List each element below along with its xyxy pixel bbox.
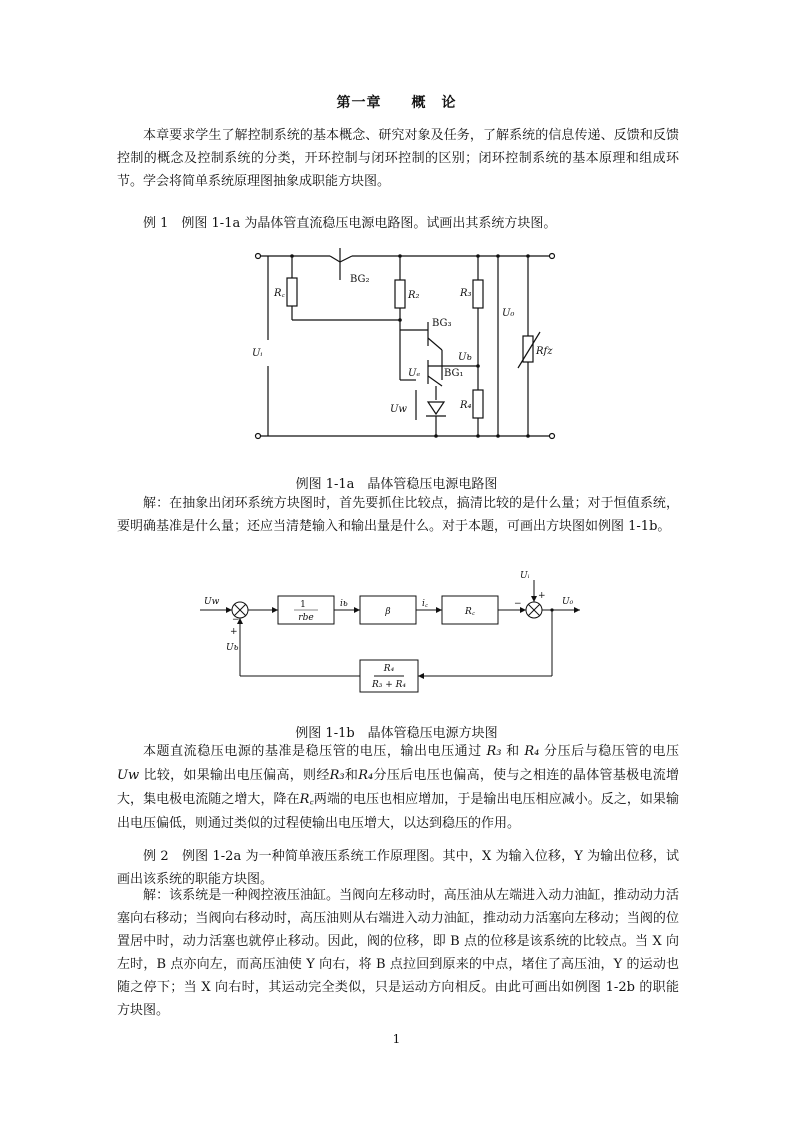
label-minus-2: −: [514, 599, 522, 609]
label-uw-in: Uw: [204, 597, 220, 607]
page-number: 1: [392, 1032, 401, 1046]
circuit-diagram: [240, 240, 570, 450]
block-diagram: [200, 568, 600, 698]
label-fb-den: R₃ + R₄: [371, 680, 407, 690]
figure-caption-1a: 例图 1-1a 晶体管稳压电源电路图: [295, 477, 498, 492]
figure-caption-1b: 例图 1-1b 晶体管稳压电源方块图: [295, 726, 498, 741]
label-bg1: BG₁: [444, 368, 464, 379]
label-r2: R₂: [408, 290, 420, 301]
label-ub-fb: Uь: [226, 643, 239, 653]
label-ui-dist: Uᵢ: [520, 571, 530, 581]
label-ub: Uь: [458, 352, 472, 363]
label-beta: β: [385, 607, 391, 617]
label-minus-1: −: [232, 615, 240, 625]
example2-statement: 例 2 例图 1-2a 为一种简单液压系统工作原理图。其中，X 为输入位移，Y 为输出位移，试画出该系统的职能方块图。: [117, 849, 679, 887]
label-ic: i꜀: [422, 599, 428, 609]
example2-solution: 解：该系统是一种阀控液压油缸。当阀向左移动时，高压油从左端进入动力油缸，推动动力活塞向右移动；当阀向右移动时，高压油则从右端进入动力油缸，推动动力活塞向左移动；当阀的位置居中时，动力活塞也就停止移动。因此，阀的位移，即 B 点的位移是该系统的比较点。当 X 向左时，B 点亦向左，而高压油使 Y 向右，将 B 点拉回到原来的中点，堵住了高压油，Y 的运动也随之停下；当 X 向右时，其运动完全类似，只是运动方向相反。由此可画出如例图 1-2b 的职能方块图。: [117, 888, 679, 1018]
label-ib: iь: [340, 599, 348, 609]
label-rc-block: R꜀: [465, 607, 475, 617]
label-uo: U₀: [502, 308, 515, 319]
label-block1-den: rbe: [298, 613, 314, 623]
label-ue: Uₑ: [408, 368, 421, 379]
example1-solution: 解：在抽象出闭环系统方块图时，首先要抓住比较点，搞清比较的是什么量；对于恒值系统，要明确基准是什么量；还应当清楚输入和输出量是什么。对于本题，可画出方块图如例图 1-1b。: [117, 496, 679, 534]
label-bg2: BG₂: [350, 274, 370, 285]
label-r4: R₄: [460, 400, 472, 411]
chapter-title: 第一章 概 论: [336, 95, 457, 111]
label-uo-out: U₀: [562, 597, 574, 607]
label-rc: R꜀: [274, 288, 285, 299]
label-block1-num: 1: [300, 600, 306, 610]
label-r3: R₃: [460, 288, 472, 299]
example1-statement: 例 1 例图 1-1a 为晶体管直流稳压电源电路图。试画出其系统方块图。: [143, 216, 557, 231]
label-plus-2: +: [538, 591, 546, 601]
example1-explanation: 本题直流稳压电源的基准是稳压管的电压，输出电压通过 R₃ 和 R₄ 分压后与稳压管的电压 Uw 比较，如果输出电压偏高，则经R₃和R₄分压后电压也偏高，使与之相连的晶体管基极电流增大，集电极电流随之增大，降在R꜀两端的电压也相应增加，于是输出电压相应减小。反之，如果输出电压偏低，则通过类似的过程使输出电压增大，以达到稳压的作用。: [117, 744, 679, 831]
label-rfz: Rfz: [536, 346, 553, 357]
label-fb-num: R₄: [383, 664, 395, 674]
chapter-intro: 本章要求学生了解控制系统的基本概念、研究对象及任务，了解系统的信息传递、反馈和反馈控制的概念及控制系统的分类，开环控制与闭环控制的区别；闭环控制系统的基本原理和组成环节。学会将简单系统原理图抽象成职能方块图。: [117, 128, 679, 189]
label-uw: Uw: [390, 404, 407, 415]
label-plus-1: +: [230, 627, 238, 637]
label-ui: Uᵢ: [252, 348, 263, 359]
label-bg3: BG₃: [432, 318, 452, 329]
